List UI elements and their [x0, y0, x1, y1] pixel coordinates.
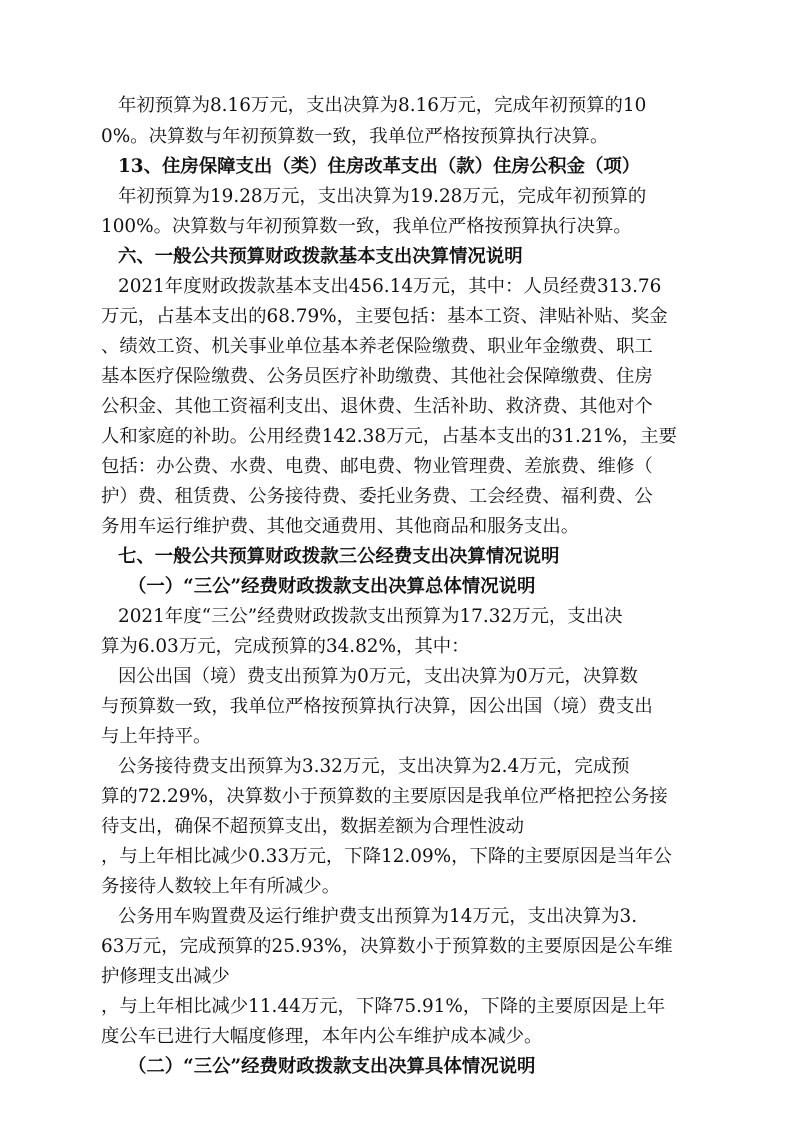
paragraph-line: 公务用车购置费及运行维护费支出预算为14万元，支出决算为3.	[118, 906, 638, 927]
paragraph-line: 务接待人数较上年有所减少。	[101, 876, 341, 897]
paragraph-line: 、绩效工资、机关事业单位基本养老保险缴费、职业年金缴费、职工	[101, 336, 653, 357]
paragraph-line: 0%。决算数与年初预算数一致，我单位严格按预算执行决算。	[101, 126, 609, 147]
paragraph-line: 务用车运行维护费、其他交通费用、其他商品和服务支出。	[101, 516, 580, 537]
paragraph-line: ，与上年相比减少0.33万元，下降12.09%，下降的主要原因是当年公	[101, 846, 672, 867]
paragraph-line: 年初预算为8.16万元，支出决算为8.16万元，完成年初预算的10	[118, 95, 647, 116]
section-heading: 六、一般公共预算财政拨款基本支出决算情况说明	[118, 246, 523, 267]
paragraph-line: 年初预算为19.28万元，支出决算为19.28万元，完成年初预算的	[118, 186, 647, 207]
paragraph-line: 待支出，确保不超预算支出，数据差额为合理性波动	[101, 816, 524, 837]
section-heading: 七、一般公共预算财政拨款三公经费支出决算情况说明	[118, 546, 560, 567]
paragraph-line: 与上年持平。	[101, 726, 212, 747]
paragraph-line: 算的72.29%，决算数小于预算数的主要原因是我单位严格把控公务接	[101, 786, 668, 807]
paragraph-line: 基本医疗保险缴费、公务员医疗补助缴费、其他社会保障缴费、住房	[101, 366, 653, 387]
paragraph-line: 100%。决算数与年初预算数一致，我单位严格按预算执行决算。	[101, 216, 632, 237]
subsection-heading: （二）“三公”经费财政拨款支出决算具体情况说明	[128, 1056, 536, 1077]
subsection-heading: （一）“三公”经费财政拨款支出决算总体情况说明	[128, 576, 536, 597]
paragraph-line: ，与上年相比减少11.44万元，下降75.91%，下降的主要原因是上年	[101, 996, 666, 1017]
paragraph-line: 算为6.03万元，完成预算的34.82%，其中：	[101, 636, 470, 657]
paragraph-line: 护修理支出减少	[101, 966, 230, 987]
paragraph-line: 度公车已进行大幅度修理，本年内公车维护成本减少。	[101, 1026, 543, 1047]
section-heading: 13、住房保障支出（类）住房改革支出（款）住房公积金（项）	[118, 156, 641, 177]
paragraph-line: 人和家庭的补助。公用经费142.38万元，占基本支出的31.21%，主要	[101, 426, 677, 447]
paragraph-line: 公务接待费支出预算为3.32万元，支出决算为2.4万元，完成预	[118, 756, 630, 777]
paragraph-line: 公积金、其他工资福利支出、退休费、生活补助、救济费、其他对个	[101, 396, 653, 417]
paragraph-line: 包括：办公费、水费、电费、邮电费、物业管理费、差旅费、维修（	[101, 456, 653, 477]
paragraph-line: 护）费、租赁费、公务接待费、委托业务费、工会经费、福利费、公	[101, 486, 653, 507]
paragraph-line: 63万元，完成预算的25.93%，决算数小于预算数的主要原因是公车维	[101, 936, 673, 957]
paragraph-line: 2021年度财政拨款基本支出456.14万元，其中：人员经费313.76	[118, 276, 662, 297]
paragraph-line: 与预算数一致，我单位严格按预算执行决算，因公出国（境）费支出	[101, 696, 653, 717]
paragraph-line: 因公出国（境）费支出预算为0万元，支出决算为0万元，决算数	[118, 666, 638, 687]
paragraph-line: 万元，占基本支出的68.79%，主要包括：基本工资、津贴补贴、奖金	[101, 306, 668, 327]
paragraph-line: 2021年度“三公”经费财政拨款支出预算为17.32万元，支出决	[118, 606, 623, 627]
